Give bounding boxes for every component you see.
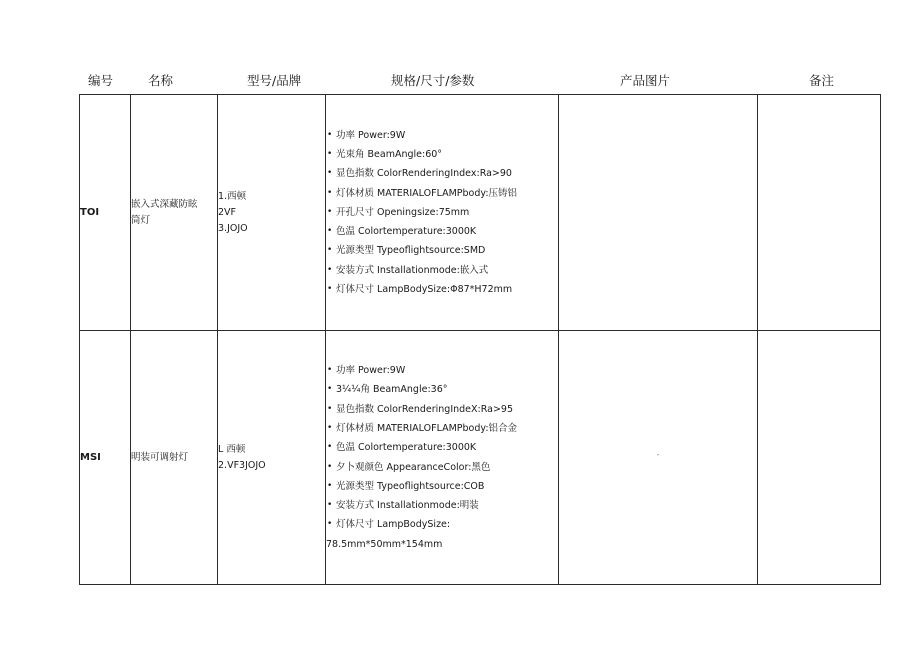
header-model: 型号/品牌 [247, 73, 302, 88]
param-item: • 灯体材质 MATERIALOFLAMPbody:铝合金 [326, 419, 558, 438]
param-item: • 3¼¼角 BeamAngle:36° [326, 380, 558, 399]
photo-mark: ′ [657, 453, 659, 462]
header-code: 编号 [88, 73, 114, 88]
param-item: • 功率 Power:9W [326, 126, 558, 145]
model-line: 1.西顿 [218, 190, 247, 202]
header-notes: 备注 [809, 73, 835, 88]
bullet-icon: • [327, 365, 333, 376]
bullet-icon: • [327, 519, 333, 530]
param-item: • 功率 Power:9W [326, 361, 558, 380]
param-item: • 显色指数 ColorRenderingIndeX:Ra>95 [326, 400, 558, 419]
bullet-icon: • [327, 245, 333, 256]
param-item: • 灯体尺寸 LampBodySize:Φ87*H72mm [326, 280, 558, 299]
bullet-icon: • [327, 284, 333, 295]
item-name [131, 95, 218, 331]
item-notes [758, 331, 881, 585]
bullet-icon: • [327, 480, 333, 491]
bullet-icon: • [327, 384, 333, 395]
param-item: • 开孔尺寸 Openingsize:75mm [326, 203, 558, 222]
param-item: • 光束角 BeamAngle:60° [326, 145, 558, 164]
item-params [326, 331, 559, 585]
bullet-icon: • [327, 500, 333, 511]
name-line: 明装可调射灯 [131, 451, 189, 463]
param-item: • 显色指数 ColorRenderingIndex:Ra>90 [326, 164, 558, 183]
param-item: • 灯体尺寸 LampBodySize: [326, 515, 558, 534]
param-item: • 安装方式 Installationmode:明装 [326, 496, 558, 515]
bullet-icon: • [327, 129, 333, 140]
spec-table [79, 94, 881, 585]
table-header [0, 70, 920, 92]
bullet-icon: • [327, 148, 333, 159]
table-row [80, 331, 881, 585]
item-model [218, 95, 326, 331]
param-item: • 光源类型 Typeoflightsource:COB [326, 477, 558, 496]
bullet-icon: • [327, 442, 333, 453]
param-item: • 光源类型 Typeoflightsource:SMD [326, 241, 558, 260]
param-item: • 色温 Colortemperature:3000K [326, 222, 558, 241]
item-model [218, 331, 326, 585]
item-code: TOI [80, 95, 131, 331]
param-item: • 安装方式 Installationmode:嵌入式 [326, 261, 558, 280]
name-line: 筒灯 [131, 214, 151, 226]
param-list [326, 361, 558, 554]
item-notes [758, 95, 881, 331]
bullet-icon: • [327, 264, 333, 275]
product-photo [559, 95, 758, 331]
item-code: MSI [80, 331, 131, 585]
model-line: 2.VF3JOJO [218, 459, 266, 471]
param-continuation: 78.5mm*50mm*154mm [326, 538, 443, 550]
bullet-icon: • [327, 206, 333, 217]
bullet-icon: • [327, 403, 333, 414]
header-name: 名称 [148, 73, 174, 88]
model-line: L 西顿 [218, 443, 246, 455]
param-item: • 灯体材质 MATERIALOFLAMPbody:压铸铝 [326, 184, 558, 203]
bullet-icon: • [327, 168, 333, 179]
param-list [326, 126, 558, 300]
bullet-icon: • [327, 422, 333, 433]
param-item: • 夕卜观颜色 AppearanceColor:黑色 [326, 458, 558, 477]
table-row [80, 95, 881, 331]
header-photo: 产品图片 [620, 73, 671, 88]
header-spec: 规格/尺寸/参数 [391, 73, 475, 88]
model-line: 2VF [218, 206, 237, 218]
bullet-icon: • [327, 226, 333, 237]
product-photo [559, 331, 758, 585]
item-params [326, 95, 559, 331]
model-line: 3.JOJO [218, 222, 248, 234]
name-line: 嵌入式深藏防眩 [131, 198, 198, 210]
bullet-icon: • [327, 187, 333, 198]
bullet-icon: • [327, 461, 333, 472]
item-name [131, 331, 218, 585]
param-item: • 色温 Colortemperature:3000K [326, 438, 558, 457]
